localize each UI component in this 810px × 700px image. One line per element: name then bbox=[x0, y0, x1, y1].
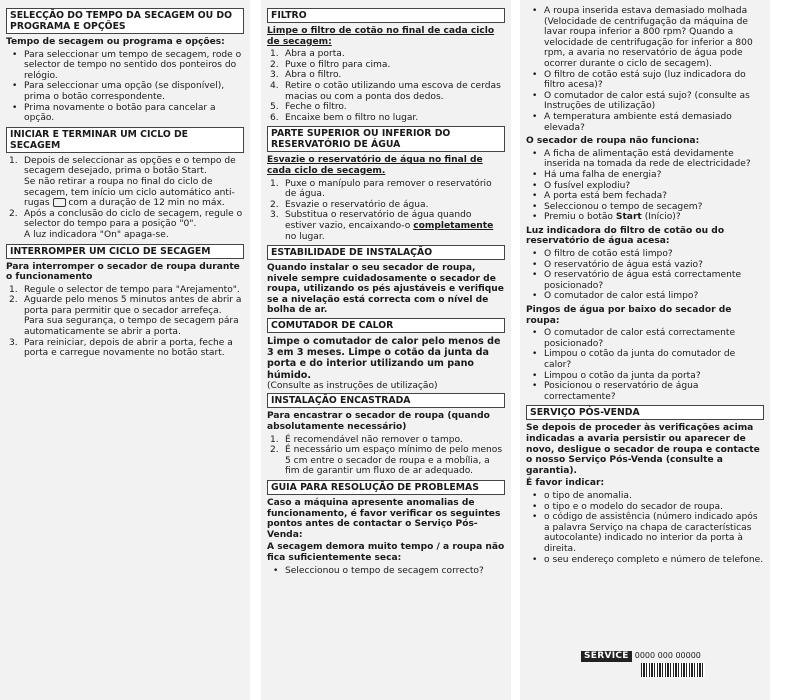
section-lead: Para encastrar o secador de roupa (quando absolutamente necessário) bbox=[267, 411, 490, 433]
section-sublead: A secagem demora muito tempo / a roupa não fica suficientemente seca: bbox=[267, 542, 505, 563]
interromper-list bbox=[6, 285, 244, 359]
section-title-comutador: COMUTADOR DE CALOR bbox=[267, 318, 505, 333]
selecao-list bbox=[6, 50, 244, 124]
service-logo bbox=[581, 651, 701, 662]
item-emphasis: Start bbox=[615, 212, 642, 223]
secagem-list bbox=[526, 6, 764, 133]
list-item bbox=[285, 210, 505, 242]
service-logo-text: SERVICE bbox=[581, 651, 632, 662]
comutador-note: (Consulte as instruções de utilização) bbox=[267, 380, 438, 391]
section-lead: O secador de roupa não funciona: bbox=[526, 136, 700, 147]
list-item: • Seleccionou o tempo de secagem correcto? bbox=[285, 566, 505, 577]
list-item: • O fusível explodiu? bbox=[544, 181, 764, 192]
list-item: 2. Esvazie o reservatório de água. bbox=[285, 200, 505, 211]
list-item: • O reservatório de água está vazio? bbox=[544, 260, 764, 271]
list-item: 3. Abra o filtro. bbox=[285, 70, 505, 81]
section-title-interromper: INTERROMPER UM CICLO DE SECAGEM bbox=[6, 244, 244, 259]
section-title-selecao: SELECÇÃO DO TEMPO DA SECAGEM OU DO PROGRAMA E OPÇÕES bbox=[6, 8, 244, 34]
list-item: • Para seleccionar uma opção (se disponível), prima o botão correspondente. bbox=[24, 81, 244, 102]
section-title-iniciar: INICIAR E TERMINAR UM CICLO DE SECAGEM bbox=[6, 127, 244, 153]
item-text: com a duração de 12 min no máx. bbox=[68, 198, 225, 209]
item-text: Após a conclusão do ciclo de secagem, regule o selector do tempo para a posição "0". bbox=[24, 208, 243, 230]
reservatorio-list bbox=[267, 179, 505, 243]
item-text: Para sua segurança, o tempo de secagem pára automaticamente se abrir a porta. bbox=[24, 316, 239, 338]
item-emphasis: completamente bbox=[413, 220, 494, 231]
list-item: • A roupa inserida estava demasiado molhada (Velocidade de centrifugação da máquina de lavar roupa inferior a 800 rpm? Quando a velocidade de centrifugação for inferior a 800 rpm, a avaria no reservatório de água pode ocorrer durante o ciclo de secagem). bbox=[544, 6, 764, 70]
section-lead: Tempo de secagem ou programa e opções: bbox=[6, 37, 225, 47]
service-code: 0000 000 00000 bbox=[634, 651, 701, 660]
list-item: • Para seleccionar um tempo de secagem, rode o selector de tempo no sentido dos ponteiros do relógio. bbox=[24, 50, 244, 82]
list-item: 1. É recomendável não remover o tampo. bbox=[285, 435, 505, 446]
pingos-list bbox=[526, 328, 764, 402]
list-item: • A ficha de alimentação está devidamente inserida na tomada da rede de electricidade? bbox=[544, 149, 764, 170]
list-item bbox=[24, 156, 244, 209]
item-text: Se não retirar a roupa no final do ciclo de secagem, tem início um ciclo automático anti-rugas bbox=[24, 176, 235, 209]
list-item: • Há uma falha de energia? bbox=[544, 170, 764, 181]
luz-list bbox=[526, 249, 764, 302]
comutador-text: Limpe o comutador de calor pelo menos de 3 em 3 meses. Limpe o cotão da junta da porta e do interior utilizando um pano húmido. bbox=[267, 336, 501, 381]
section-sublead: É favor indicar: bbox=[526, 478, 605, 489]
list-item: • O filtro de cotão está sujo (luz indicadora do filtro acesa)? bbox=[544, 70, 764, 91]
list-item: • A porta está bem fechada? bbox=[544, 191, 764, 202]
list-item: 6. Encaixe bem o filtro no lugar. bbox=[285, 113, 505, 124]
list-item: 1. Puxe o manípulo para remover o reservatório de água. bbox=[285, 179, 505, 200]
item-text: (Início)? bbox=[644, 212, 681, 223]
column-left bbox=[0, 0, 250, 700]
list-item: • o tipo e o modelo do secador de roupa. bbox=[544, 502, 764, 513]
list-item: • o seu endereço completo e número de telefone. bbox=[544, 555, 764, 566]
item-text: Depois de seleccionar as opções e o tempo de secagem desejado, prima o botão Start. bbox=[24, 155, 236, 177]
list-item: 2. É necessário um espaço mínimo de pelo menos 5 cm entre o secador de roupa e a mobília, a fim de garantir um fluxo de ar adequado. bbox=[285, 445, 505, 477]
section-lead: Luz indicadora do filtro de cotão ou do reservatório de água acesa: bbox=[526, 225, 725, 247]
list-item: 5. Feche o filtro. bbox=[285, 102, 505, 113]
item-text: Substitua o reservatório de água quando estiver vazio, encaixando-o bbox=[285, 210, 472, 231]
column-right bbox=[520, 0, 770, 700]
list-item: • O comutador de calor está correctamente posicionado? bbox=[544, 328, 764, 349]
list-item: • Limpou o cotão da junta do comutador de calor? bbox=[544, 349, 764, 370]
iniciar-list bbox=[6, 156, 244, 241]
section-title-instalacao: INSTALAÇÃO ENCASTRADA bbox=[267, 393, 505, 408]
list-item bbox=[544, 212, 764, 223]
item-text: Aguarde pelo menos 5 minutos antes de abrir a porta para permitir que o secador arrefeça. bbox=[24, 295, 242, 316]
column-middle bbox=[261, 0, 511, 700]
list-item: • Seleccionou o tempo de secagem? bbox=[544, 202, 764, 213]
barcode-icon bbox=[641, 663, 705, 677]
nao-funciona-list bbox=[526, 149, 764, 223]
estabilidade-text: Quando instalar o seu secador de roupa, nivele sempre cuidadosamente o secador de roupa, utilizando os pés ajustáveis e verifique se a nivelação está correcta com o nível de bolha de ar. bbox=[267, 263, 504, 316]
section-lead: Caso a máquina apresente anomalias de funcionamento, é favor verificar os seguintes pontos antes de contactar o Serviço Pós-Venda: bbox=[267, 498, 501, 540]
item-text: Premiu o botão bbox=[544, 212, 613, 223]
section-title-filtro: FILTRO bbox=[267, 8, 505, 23]
list-item: • Prima novamente o botão para cancelar a opção. bbox=[24, 103, 244, 124]
instalacao-list bbox=[267, 435, 505, 477]
section-title-reservatorio: PARTE SUPERIOR OU INFERIOR DO RESERVATÓRIO DE ÁGUA bbox=[267, 126, 505, 152]
item-text: A luz indicadora "On" apaga-se. bbox=[24, 229, 169, 240]
list-item: • O comutador de calor está limpo? bbox=[544, 291, 764, 302]
section-lead: Limpe o filtro de cotão no final de cada ciclo de secagem: bbox=[267, 26, 495, 47]
item-text: no lugar. bbox=[285, 231, 325, 242]
list-item: • O comutador de calor está sujo? (consulte as Instruções de utilização) bbox=[544, 91, 764, 112]
guia-list bbox=[267, 566, 505, 577]
section-title-estabilidade: ESTABILIDADE DE INSTALAÇÃO bbox=[267, 245, 505, 260]
list-item: • A temperatura ambiente está demasiado elevada? bbox=[544, 112, 764, 133]
section-lead: Pingos de água por baixo do secador de roupa: bbox=[526, 305, 732, 326]
list-item: 4. Retire o cotão utilizando uma escova de cerdas macias ou com a ponta dos dedos. bbox=[285, 81, 505, 102]
servico-list bbox=[526, 491, 764, 565]
section-title-guia: GUIA PARA RESOLUÇÃO DE PROBLEMAS bbox=[267, 480, 505, 495]
list-item: • o código de assistência (número indicado após a palavra Serviço na chapa de características autocolante) indicado no interior da porta à direita. bbox=[544, 512, 764, 554]
list-item: • Posicionou o reservatório de água correctamente? bbox=[544, 381, 764, 402]
list-item: 1. Abra a porta. bbox=[285, 49, 505, 60]
list-item: 3. Para reiniciar, depois de abrir a porta, feche a porta e carregue novamente no botão start. bbox=[24, 338, 244, 359]
anti-crease-icon bbox=[53, 198, 66, 207]
list-item bbox=[24, 209, 244, 241]
section-lead: Se depois de proceder às verificações acima indicadas a avaria persistir ou aparecer de novo, desligue o secador de roupa e contacte o nosso Serviço Pós-Venda (consulte a garantia). bbox=[526, 423, 760, 476]
list-item: 1. Regule o selector de tempo para "Arejamento". bbox=[24, 285, 244, 296]
list-item: 2. Puxe o filtro para cima. bbox=[285, 60, 505, 71]
list-item bbox=[24, 295, 244, 337]
list-item: • O reservatório de água está correctamente posicionado? bbox=[544, 270, 764, 291]
section-lead: Esvazie o reservatório de água no final de cada ciclo de secagem. bbox=[267, 155, 483, 176]
list-item: • o tipo de anomalia. bbox=[544, 491, 764, 502]
section-lead: Para interromper o secador de roupa durante o funcionamento bbox=[6, 261, 240, 283]
filtro-list bbox=[267, 49, 505, 123]
section-title-servico: SERVIÇO PÓS-VENDA bbox=[526, 405, 764, 420]
list-item: • Limpou o cotão da junta da porta? bbox=[544, 371, 764, 382]
list-item: • O filtro de cotão está limpo? bbox=[544, 249, 764, 260]
